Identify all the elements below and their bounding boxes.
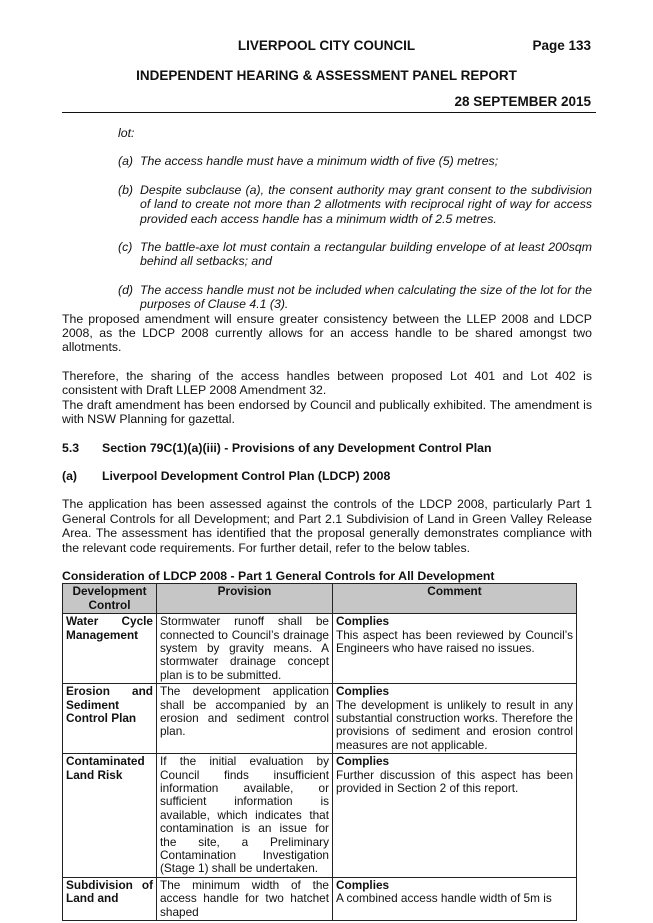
provision-cell: Stormwater runoff shall be connected to Council’s drainage system by gravity means. A stormwater drainage concept plan is to be submitted.: [157, 614, 333, 684]
table-header-row: [63, 584, 577, 614]
subsection-number: (a): [62, 468, 78, 483]
document-body: [62, 126, 592, 921]
subsection-title: Liverpool Development Control Plan (LDCP) 2008: [102, 468, 391, 483]
section-title: Section 79C(1)(a)(iii) - Provisions of any Development Control Plan: [102, 440, 492, 455]
comment-text: This aspect has been reviewed by Council’s Engineers who have raised no issues.: [336, 627, 573, 655]
clause-text: The access handle must have a minimum width of five (5) metres;: [140, 154, 499, 169]
column-header: Development Control: [63, 584, 157, 614]
table-row: [63, 754, 577, 878]
provision-cell: The minimum width of the access handle for two hatchet shaped: [157, 877, 333, 920]
comment-text: Further discussion of this aspect has been provided in Section 2 of this report.: [336, 767, 573, 796]
column-header: Provision: [157, 584, 333, 614]
council-name: LIVERPOOL CITY COUNCIL: [237, 38, 416, 53]
control-cell: Erosion and Sediment Control Plan: [63, 684, 157, 754]
comment-cell: [333, 614, 577, 684]
compliance-status: Complies: [336, 614, 390, 629]
clause-b: [118, 183, 592, 226]
table-title: Consideration of LDCP 2008 - Part 1 General Controls for All Development: [62, 568, 495, 583]
comment-text: The development is unlikely to result in any substantial construction works. Therefore the provisions of sediment and erosion control measures are not applicable.: [336, 697, 573, 752]
provision-cell: If the initial evaluation by Council finds insufficient information available, or sufficient information is available, which indicates that contamination is an issue for the site, a Preliminary Contamination Investigation (Stage 1) shall be undertaken.: [157, 754, 333, 878]
clause-c: [118, 240, 592, 269]
compliance-status: Complies: [336, 877, 390, 892]
clause-label: (d): [118, 282, 134, 297]
paragraph-endorsed: The draft amendment has been endorsed by Council and publically exhibited. The amendment is with NSW Planning for gazettal.: [62, 397, 592, 427]
comment-cell: [333, 684, 577, 754]
header-divider: [62, 112, 596, 113]
clause-a: [118, 154, 592, 168]
table-row: [63, 614, 577, 684]
control-cell: Contaminated Land Risk: [63, 754, 157, 878]
comment-cell: [333, 754, 577, 878]
report-title: INDEPENDENT HEARING & ASSESSMENT PANEL REPORT: [136, 68, 517, 83]
report-date: 28 SEPTEMBER 2015: [454, 94, 591, 109]
comment-text: A combined access handle width of 5m is: [336, 891, 552, 906]
lot-line: lot:: [118, 126, 135, 140]
subsection-heading: [62, 469, 592, 483]
clause-text: Despite subclause (a), the consent authority may grant consent to the subdivision of land to create not more than 2 allotments with reciprocal right of way for access provided each access handle has a minimum width of 2.5 metres.: [140, 182, 592, 226]
paragraph-sharing: Therefore, the sharing of the access handles between proposed Lot 401 and Lot 402 is consistent with Draft LLEP 2008 Amendment 32.: [62, 368, 592, 398]
table-row: [63, 684, 577, 754]
clause-d: [118, 283, 592, 312]
clause-text: The access handle must not be included when calculating the size of the lot for the purposes of Clause 4.1 (3).: [140, 282, 592, 312]
page-number: Page 133: [532, 38, 591, 53]
table-row: [63, 877, 577, 920]
column-header: Comment: [333, 584, 577, 614]
clause-label: (b): [118, 182, 134, 197]
compliance-status: Complies: [336, 754, 390, 769]
control-cell: Subdivision of Land and: [63, 877, 157, 920]
compliance-status: Complies: [336, 684, 390, 699]
section-number: 5.3: [62, 440, 80, 455]
clause-label: (c): [118, 240, 133, 255]
clause-label: (a): [118, 154, 134, 169]
clause-text: The battle-axe lot must contain a rectangular building envelope of at least 200sqm behind all setbacks; and: [140, 240, 592, 269]
provision-cell: The development application shall be accompanied by an erosion and sediment control plan.: [157, 684, 333, 754]
controls-table: [62, 583, 577, 921]
section-heading: [62, 441, 592, 455]
control-cell: Water Cycle Management: [63, 614, 157, 684]
paragraph-consistency: The proposed amendment will ensure greater consistency between the LLEP 2008 and LDCP 2008, as the LDCP 2008 currently allows for an access handle to be shared amongst two allotments.: [62, 311, 592, 355]
paragraph-assessment: The application has been assessed against the controls of the LDCP 2008, particularly Part 1 General Controls for all Development; and Part 2.1 Subdivision of Land in Green Valley Release Area. The assessment has identified that the proposal generally demonstrates compliance with the relevant code requirements. For further detail, refer to the below tables.: [62, 497, 592, 555]
comment-cell: [333, 877, 577, 920]
